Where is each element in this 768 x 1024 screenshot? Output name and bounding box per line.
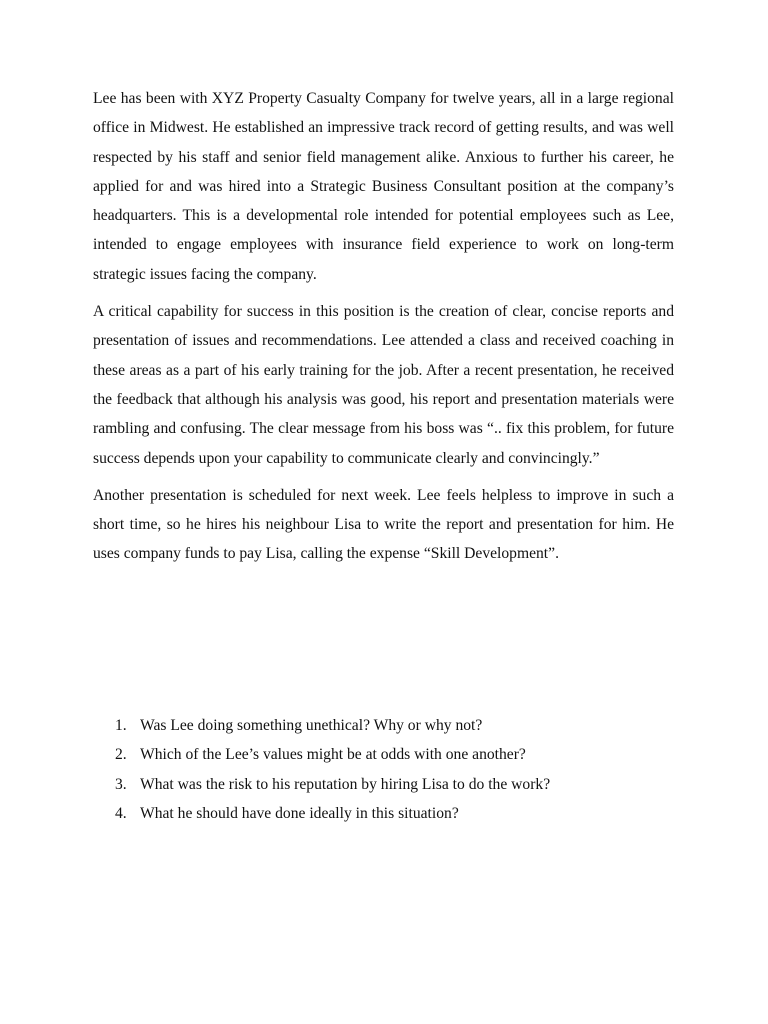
question-number: 1.	[115, 717, 127, 734]
question-item	[93, 799, 674, 828]
question-number: 3.	[115, 775, 127, 793]
question-text: Was Lee doing something unethical? Why or why not?	[140, 717, 483, 734]
paragraph-background: Lee has been with XYZ Property Casualty Company for twelve years, all in a large regional office in Midwest. He established an impressive track record of getting results, and was well respected by his staff and senior field management alike. Anxious to further his career, he applied for and was hired into a Strategic Business Consultant position at the company’s headquarters. This is a developmental role intended for potential employees such as Lee, intended to engage employees with insurance field experience to work on long-term strategic issues facing the company.	[93, 90, 674, 283]
question-item	[93, 740, 674, 769]
question-item	[93, 711, 674, 740]
paragraph-dilemma: Another presentation is scheduled for next week. Lee feels helpless to improve in such a short time, so he hires his neighbour Lisa to write the report and presentation for him. He uses company funds to pay Lisa, calling the expense “Skill Development”.	[93, 486, 674, 563]
question-item	[93, 770, 674, 799]
question-text: What was the risk to his reputation by hiring Lisa to do the work?	[140, 775, 551, 793]
question-number: 4.	[115, 804, 127, 822]
case-study-body	[93, 84, 674, 577]
paragraph-feedback: A critical capability for success in this position is the creation of clear, concise reports and presentation of issues and recommendations. Lee attended a class and received coaching in these areas as a part of his early training for the job. After a recent presentation, he received the feedback that although his analysis was good, his report and presentation materials were rambling and confusing. The clear message from his boss was “.. fix this problem, for future success depends upon your capability to communicate clearly and convincingly.”	[93, 303, 674, 467]
question-number: 2.	[115, 746, 127, 764]
question-text: What he should have done ideally in this situation?	[140, 804, 459, 822]
question-text: Which of the Lee’s values might be at odds with one another?	[140, 746, 526, 764]
question-list	[93, 711, 674, 828]
